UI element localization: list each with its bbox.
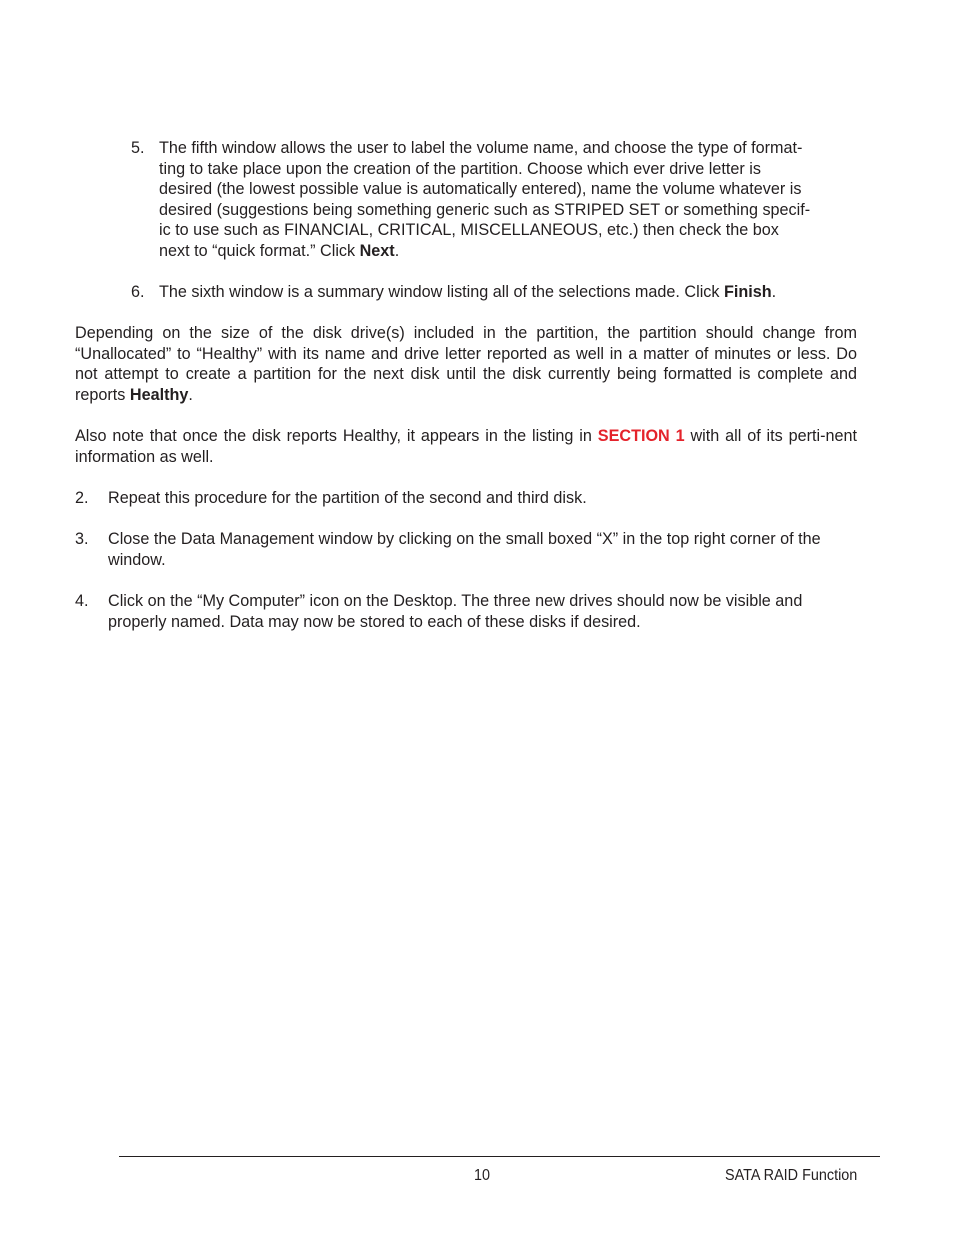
- text-run: Also note that once the disk reports Healthy, it appears in the listing in: [75, 427, 598, 445]
- text-run: Depending on the size of the disk drive(s) included in the partition, the partition should change from “Unallocated” to “Healthy” with its name and drive letter reported as well in a matter of minutes or less. Do not attempt to create a partition for the next disk until the disk currently being formatted is complete and reports: [75, 324, 857, 404]
- list-item: [75, 529, 857, 570]
- page-number: 10: [474, 1167, 491, 1184]
- step-number: 6.: [131, 283, 145, 301]
- step-number: 5.: [131, 139, 145, 157]
- text-run: The sixth window is a summary window listing all of the selections made. Click: [159, 283, 724, 301]
- bold-term: Healthy: [129, 385, 189, 404]
- item-text: Repeat this procedure for the partition of the second and third disk.: [108, 489, 587, 507]
- section-title: SATA RAID Function: [725, 1167, 858, 1184]
- bold-term: Finish: [723, 283, 772, 301]
- text-line: The fifth window allows the user to label the volume name, and choose the type of format-: [159, 139, 803, 157]
- footer-divider: [119, 1156, 880, 1157]
- item-number: 4.: [75, 592, 89, 610]
- punctuation: .: [188, 385, 193, 404]
- item-number: 3.: [75, 530, 89, 548]
- punctuation: .: [771, 283, 777, 301]
- paragraph-healthy-status: [75, 323, 857, 405]
- step-5: [131, 138, 858, 262]
- step-6: [131, 282, 858, 303]
- text-line: ic to use such as FINANCIAL, CRITICAL, MISCELLANEOUS, etc.) then check the box: [159, 221, 779, 240]
- text-line: desired (the lowest possible value is automatically entered), name the volume whatever is: [159, 180, 802, 199]
- item-number: 2.: [75, 489, 89, 507]
- paragraph-section-note: [75, 426, 857, 467]
- list-item: [75, 488, 857, 509]
- text-run: with all of its perti-nent information as well.: [75, 427, 858, 466]
- bold-term: Next: [359, 241, 395, 260]
- item-text: Close the Data Management window by clicking on the small boxed “X” in the top right corner of the window.: [108, 530, 821, 569]
- item-text: Click on the “My Computer” icon on the Desktop. The three new drives should now be visible and properly named. Data may now be stored to each of these disks if desired.: [108, 592, 803, 631]
- step-text: [159, 138, 858, 262]
- list-item: [75, 591, 857, 632]
- section-reference-link[interactable]: SECTION 1: [597, 427, 685, 445]
- text-line: ting to take place upon the creation of the partition. Choose which ever drive letter is: [159, 159, 761, 178]
- text-line: desired (suggestions being something generic such as STRIPED SET or something specif-: [159, 200, 811, 219]
- step-text: [159, 282, 858, 303]
- text-line: next to “quick format.” Click: [159, 241, 360, 260]
- punctuation: .: [394, 241, 400, 260]
